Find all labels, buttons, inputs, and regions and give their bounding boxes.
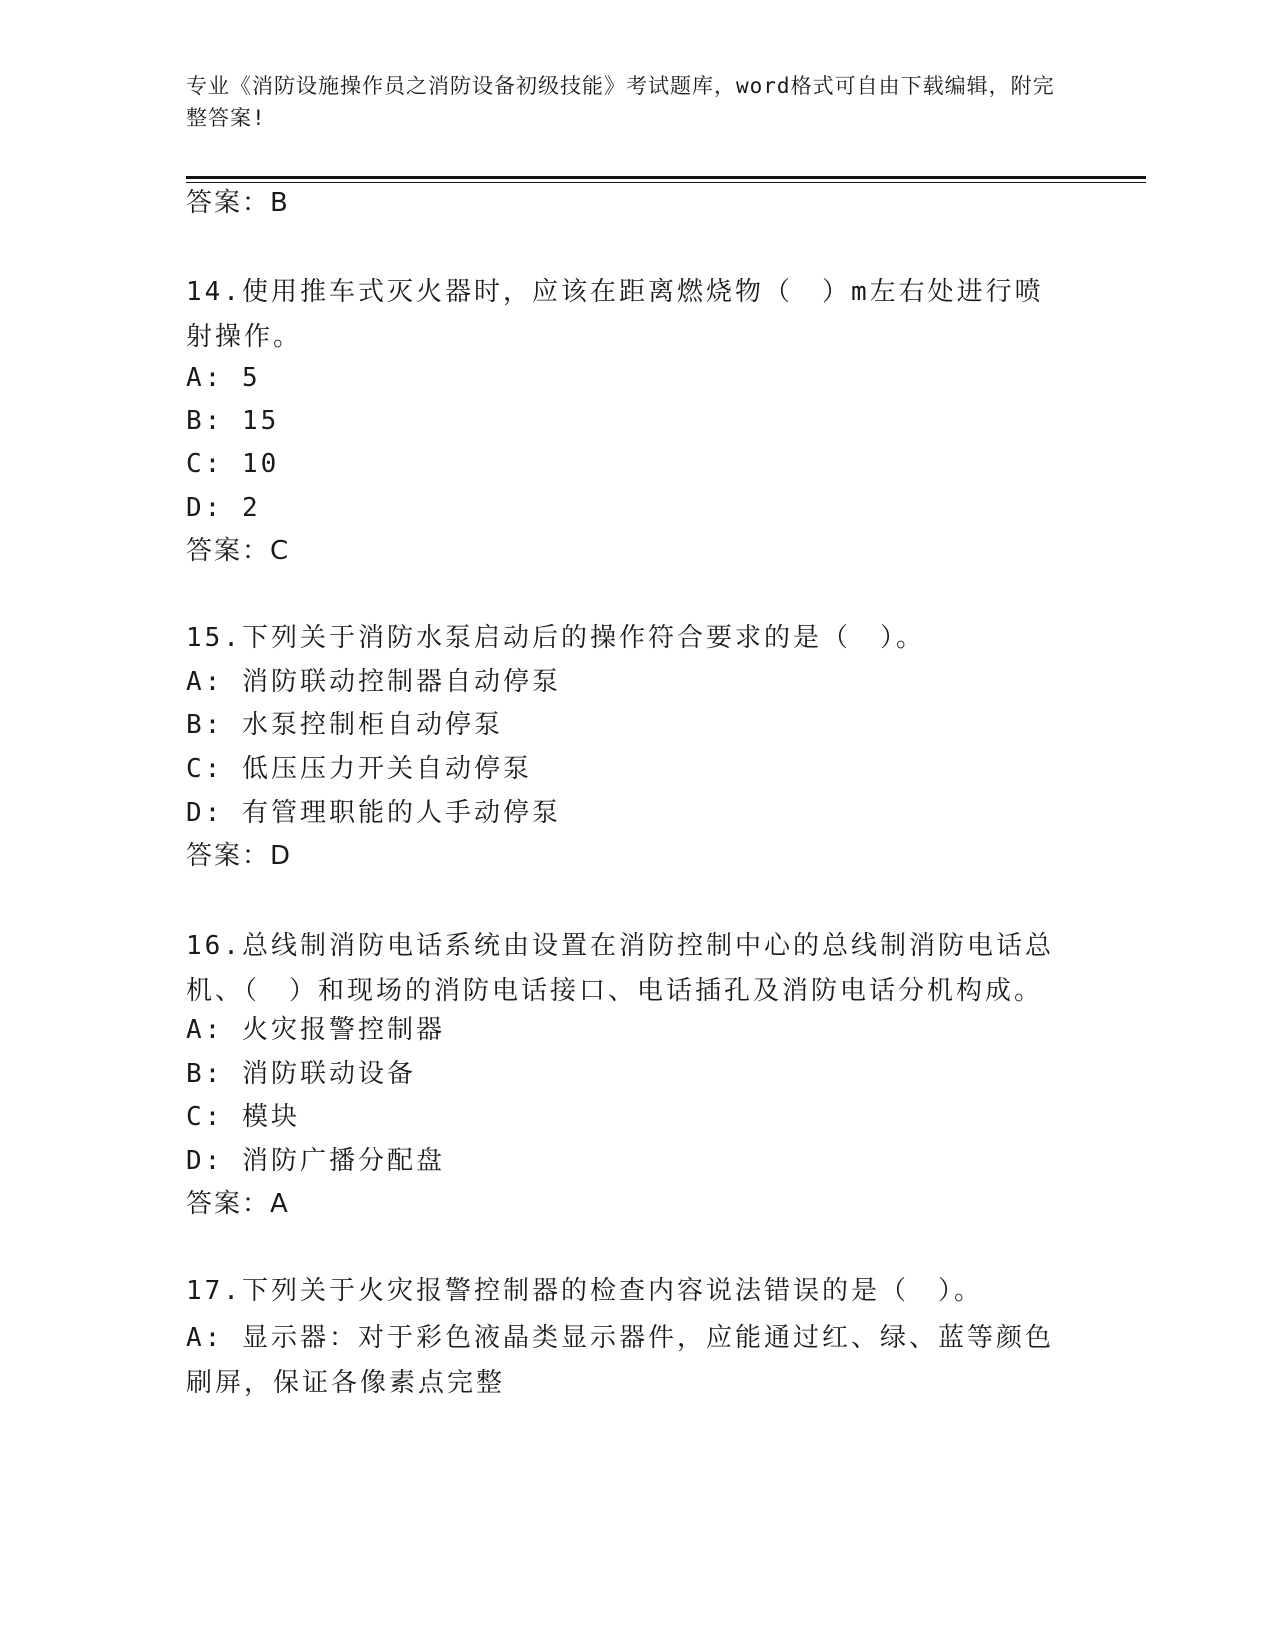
answer-13: 答案：B: [186, 188, 290, 218]
header-divider-thin: [186, 182, 1146, 183]
question-15-option-c: C: 低压压力开关自动停泵: [186, 754, 532, 784]
question-17-stem: 17.下列关于火灾报警控制器的检查内容说法错误的是（ ）。: [186, 1276, 983, 1306]
question-14-option-d: D: 2: [186, 493, 261, 523]
header-divider: [186, 176, 1146, 179]
question-14-option-a: A: 5: [186, 363, 261, 393]
question-14-option-c: C: 10: [186, 449, 280, 479]
question-15-stem: 15.下列关于消防水泵启动后的操作符合要求的是（ ）。: [186, 623, 925, 653]
question-16-option-d: D: 消防广播分配盘: [186, 1146, 445, 1176]
answer-16: 答案：A: [186, 1189, 290, 1219]
question-15-option-a: A: 消防联动控制器自动停泵: [186, 667, 561, 697]
question-14-option-b: B: 15: [186, 406, 280, 436]
question-17-option-a: A: 显示器：对于彩色液晶类显示器件，应能通过红、绿、蓝等颜色刷屏，保证各像素点完整: [186, 1323, 1054, 1398]
answer-15: 答案：D: [186, 841, 293, 871]
page-header: 专业《消防设施操作员之消防设备初级技能》考试题库，word格式可自由下载编辑，附完整答案!: [186, 74, 1055, 130]
question-15-option-b: B: 水泵控制柜自动停泵: [186, 710, 503, 740]
question-16-stem: 16.总线制消防电话系统由设置在消防控制中心的总线制消防电话总机、（ ）和现场的消防电话接口、电话插孔及消防电话分机构成。: [186, 931, 1054, 1006]
question-16-option-b: B: 消防联动设备: [186, 1059, 416, 1089]
answer-14: 答案：C: [186, 536, 291, 566]
question-16-option-c: C: 模块: [186, 1102, 300, 1132]
question-14-stem: 14.使用推车式灭火器时，应该在距离燃烧物（ ）m左右处进行喷射操作。: [186, 277, 1044, 352]
question-16-option-a: A: 火灾报警控制器: [186, 1015, 445, 1045]
question-15-option-d: D: 有管理职能的人手动停泵: [186, 798, 561, 828]
